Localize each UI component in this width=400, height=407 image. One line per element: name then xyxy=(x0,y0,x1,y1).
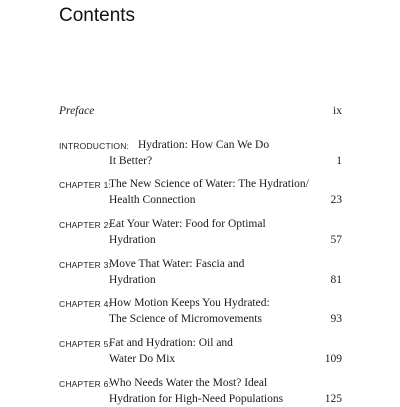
entry-label: CHAPTER 3: xyxy=(59,260,112,270)
entry-title-line2: Hydration xyxy=(109,274,156,286)
entry-page: 81 xyxy=(330,274,342,286)
entry-title-line1: Eat Your Water: Food for Optimal xyxy=(109,218,266,230)
entry-title-line1: Move That Water: Fascia and xyxy=(109,258,245,270)
entry-label: CHAPTER 5: xyxy=(59,339,112,349)
entry-title-line2: Hydration for High-Need Populations xyxy=(109,393,284,405)
entry-title-line1: How Motion Keeps You Hydrated: xyxy=(109,297,270,309)
entry-title-line2: Water Do Mix xyxy=(109,353,176,365)
entry-label: CHAPTER 4: xyxy=(59,299,112,309)
entry-page: 23 xyxy=(330,194,342,206)
preface-title: Preface xyxy=(59,105,95,117)
entry-title-line2: It Better? xyxy=(109,155,153,167)
entry-page: 57 xyxy=(330,234,342,246)
page-title: Contents xyxy=(59,5,136,26)
entry-title-line2: Health Connection xyxy=(109,194,196,206)
entry-label: CHAPTER 6: xyxy=(59,379,112,389)
preface-page: ix xyxy=(333,105,342,117)
entry-title-line2: Hydration xyxy=(109,234,156,246)
entry-title-line1: Fat and Hydration: Oil and xyxy=(109,337,233,349)
entry-title-line1: The New Science of Water: The Hydration/ xyxy=(109,178,309,190)
entry-page: 109 xyxy=(324,353,342,365)
entry-title-line1: Hydration: How Can We Do xyxy=(138,139,270,151)
preface-entry xyxy=(59,105,342,117)
entry-label: CHAPTER 2: xyxy=(59,220,112,230)
entry-title-line1: Who Needs Water the Most? Ideal xyxy=(109,377,268,389)
entry-page: 1 xyxy=(336,155,342,167)
entry-label: INTRODUCTION: xyxy=(59,141,130,151)
entry-page: 93 xyxy=(330,313,342,325)
entry-page: 125 xyxy=(324,393,342,405)
entry-label: CHAPTER 1: xyxy=(59,180,112,190)
entry-title-line2: The Science of Micromovements xyxy=(109,313,262,325)
